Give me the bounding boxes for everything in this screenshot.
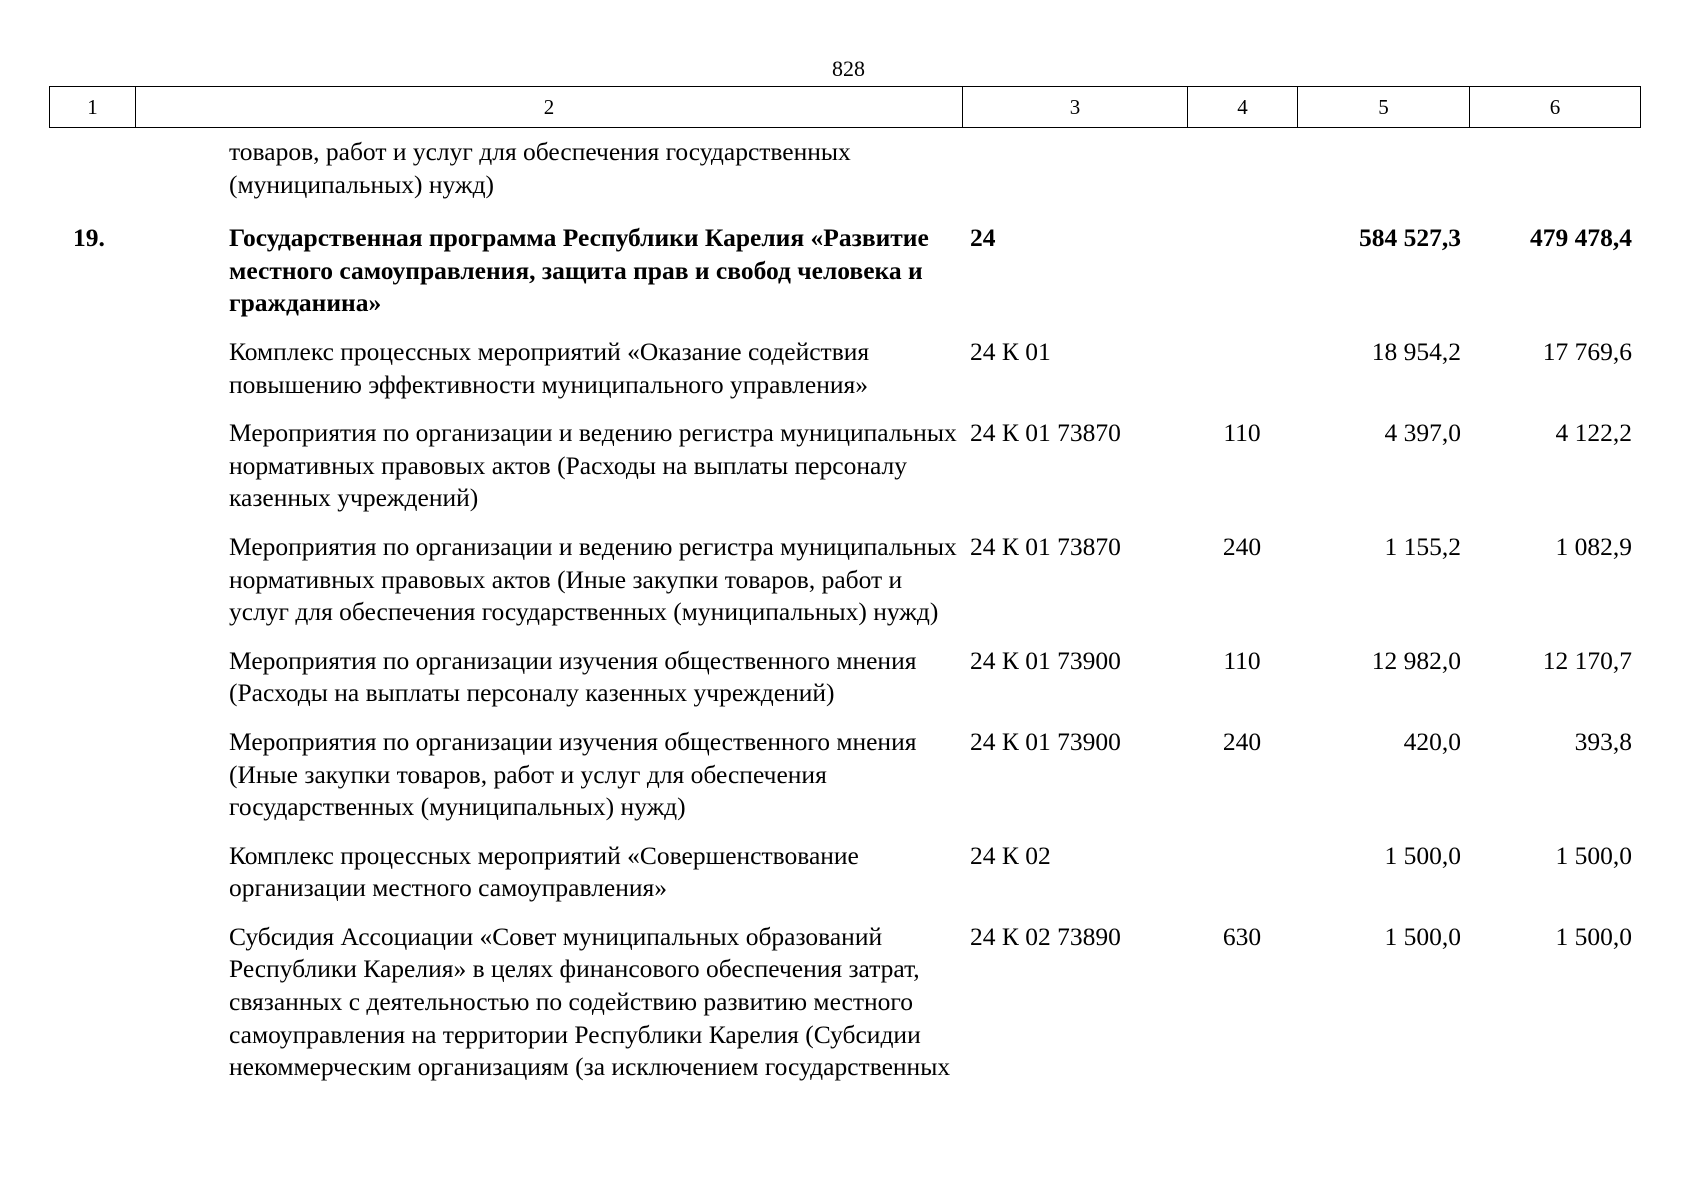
row-name: Мероприятия по организации изучения общественного мнения (Иные закупки товаров, работ и услуг для обеспечения государственных (муниципальных) нужд) (229, 726, 917, 822)
row-number (49, 840, 135, 921)
table-row (49, 136, 1640, 222)
row-number (49, 645, 135, 726)
row-code: 24 К 01 (970, 336, 1051, 366)
row-value-col5: 18 954,2 (1371, 336, 1461, 366)
row-expense-type (1187, 222, 1297, 336)
row-name: Комплекс процессных мероприятий «Оказание содействия повышению эффективности муниципального управления» (229, 336, 870, 399)
table-row (49, 921, 1640, 1100)
row-name: Мероприятия по организации и ведению регистра муниципальных нормативных правовых актов (Расходы на выплаты персоналу казенных учреждений) (229, 418, 957, 513)
row-expense-type (1187, 336, 1297, 417)
table-row (49, 840, 1640, 921)
row-value-col6: 1 082,9 (1555, 531, 1632, 561)
row-value-col5: 4 397,0 (1384, 418, 1461, 448)
row-number (49, 726, 135, 840)
row-number: 19. (73, 223, 105, 253)
row-number (49, 531, 135, 645)
row-expense-type (1187, 840, 1297, 921)
row-expense-type: 240 (1222, 726, 1262, 756)
row-code: 24 К 02 73890 (970, 921, 1121, 951)
column-header-row (50, 87, 1641, 128)
column-header-5: 5 (1298, 87, 1470, 128)
row-value-col6: 479 478,4 (1530, 223, 1632, 253)
row-number (49, 417, 135, 531)
row-expense-type: 240 (1222, 531, 1262, 561)
table-row (49, 726, 1640, 840)
row-expense-type: 110 (1223, 645, 1261, 675)
row-value-col6: 17 769,6 (1542, 336, 1632, 366)
row-code: 24 К 01 73870 (970, 531, 1121, 561)
row-value-col6: 12 170,7 (1542, 645, 1632, 675)
row-value-col6: 1 500,0 (1555, 840, 1632, 870)
row-value-col6 (1469, 136, 1640, 222)
row-name: Государственная программа Республики Карелия «Развитие местного самоуправления, защита прав и свобод человека и гражданина» (229, 223, 929, 318)
table-row (49, 417, 1640, 531)
row-code (962, 136, 1187, 222)
column-header-6: 6 (1470, 87, 1641, 128)
row-code: 24 (970, 223, 996, 253)
row-code: 24 К 01 73900 (970, 645, 1121, 675)
row-name: Мероприятия по организации изучения общественного мнения (Расходы на выплаты персоналу казенных учреждений) (229, 645, 917, 708)
row-value-col5: 1 155,2 (1384, 531, 1461, 561)
row-name: Субсидия Ассоциации «Совет муниципальных образований Республики Карелия» в целях финансового обеспечения затрат, связанных с деятельностью по содействию развитию местного самоуправления на территории Республики Карелия (Субсидии некоммерческим организациям (за исключением государственных (229, 921, 951, 1082)
table-row (49, 645, 1640, 726)
column-header-3: 3 (963, 87, 1188, 128)
row-code: 24 К 01 73870 (970, 418, 1121, 448)
column-header-2: 2 (136, 87, 963, 128)
row-name: товаров, работ и услуг для обеспечения государственных (муниципальных) нужд) (229, 137, 851, 199)
row-value-col5: 1 500,0 (1384, 921, 1461, 951)
row-code: 24 К 01 73900 (970, 726, 1121, 756)
row-value-col6: 393,8 (1574, 726, 1632, 756)
table-row (49, 336, 1640, 417)
column-header-table (49, 86, 1641, 128)
page-number: 828 (832, 56, 865, 81)
row-name: Комплекс процессных мероприятий «Совершенствование организации местного самоуправления» (229, 840, 859, 903)
row-expense-type: 110 (1223, 418, 1261, 448)
row-value-col5: 12 982,0 (1371, 645, 1461, 675)
row-value-col5: 584 527,3 (1359, 223, 1461, 253)
table-row (49, 531, 1640, 645)
row-number (49, 336, 135, 417)
row-expense-type: 630 (1222, 921, 1262, 951)
row-value-col5: 1 500,0 (1384, 840, 1461, 870)
budget-table (49, 136, 1640, 1100)
table-row (49, 222, 1640, 336)
column-header-4: 4 (1188, 87, 1298, 128)
row-code: 24 К 02 (970, 840, 1051, 870)
row-value-col6: 4 122,2 (1555, 418, 1632, 448)
row-number (49, 921, 135, 1100)
budget-table-body (49, 136, 1640, 1100)
row-expense-type (1187, 136, 1297, 222)
row-value-col5 (1297, 136, 1469, 222)
row-number (49, 136, 135, 222)
row-value-col6: 1 500,0 (1555, 921, 1632, 951)
row-name: Мероприятия по организации и ведению регистра муниципальных нормативных правовых актов (Иные закупки товаров, работ и услуг для обеспечения государственных (муниципальных) нужд) (229, 531, 957, 627)
column-header-1: 1 (50, 87, 136, 128)
row-value-col5: 420,0 (1403, 726, 1461, 756)
